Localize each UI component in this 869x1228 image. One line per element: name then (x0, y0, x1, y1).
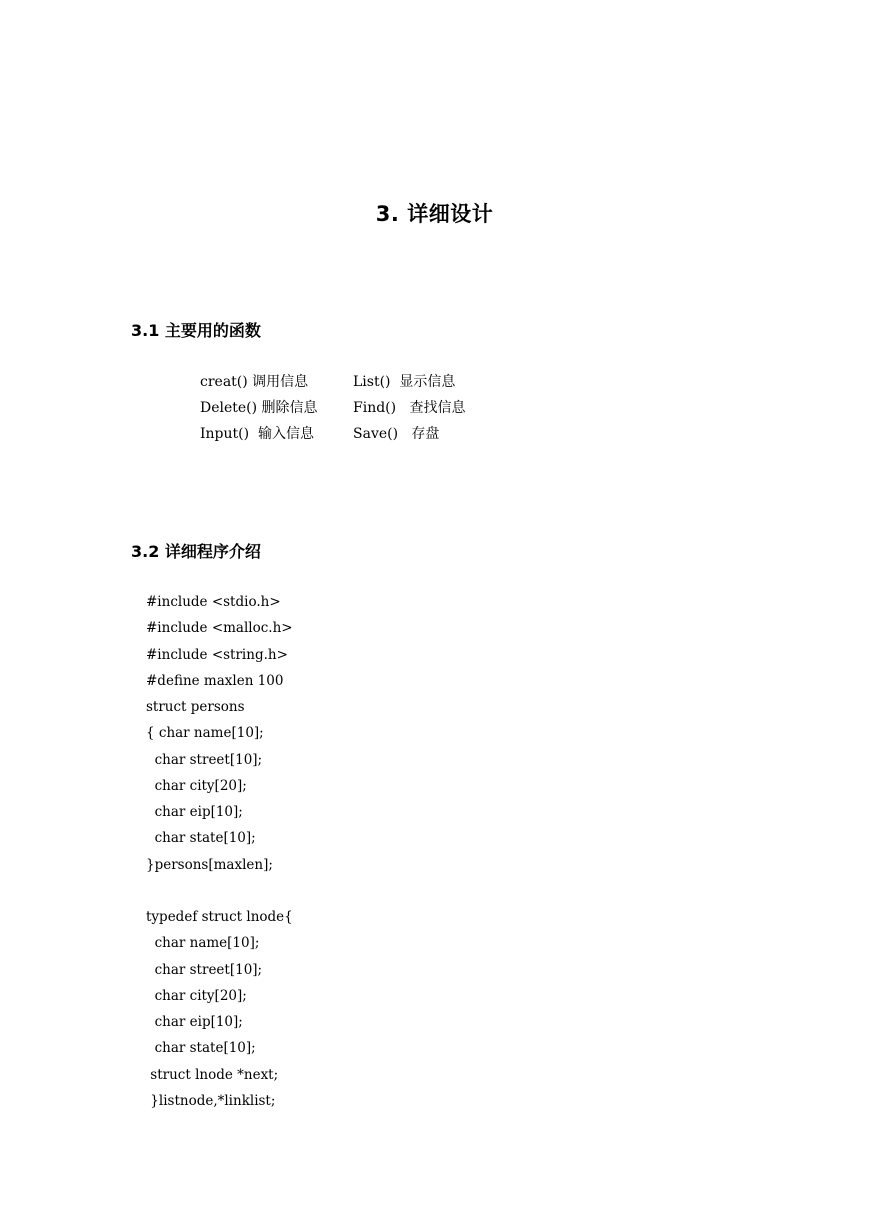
function-entry: Input() 输入信息 (200, 426, 314, 442)
code-line: typedef struct lnode{ (146, 909, 293, 925)
code-line: char eip[10]; (146, 804, 243, 820)
code-line: #include <stdio.h> (146, 594, 281, 610)
code-line: char street[10]; (146, 751, 263, 768)
page-title: 3. 详细设计 (375, 202, 494, 226)
code-line: }persons[maxlen]; (146, 856, 273, 873)
function-entry: Delete() 删除信息 (200, 400, 318, 416)
function-row (200, 424, 520, 450)
function-entry: Find() 查找信息 (353, 400, 466, 416)
code-line: char street[10]; (146, 961, 263, 978)
code-block (146, 592, 293, 1117)
function-list (200, 372, 520, 450)
function-entry: List() 显示信息 (353, 374, 456, 390)
function-row (200, 372, 520, 398)
code-line: #include <malloc.h> (146, 620, 293, 637)
code-line (146, 881, 293, 907)
function-entry: Save() 存盘 (353, 426, 440, 442)
section-heading-functions: 3.1 主要用的函数 (131, 321, 261, 340)
code-line: char city[20]; (146, 987, 247, 1004)
function-row (200, 398, 520, 424)
code-line: struct persons (146, 699, 245, 715)
code-line: char name[10]; (146, 935, 260, 952)
section-heading-program: 3.2 详细程序介绍 (131, 542, 261, 561)
code-line: #include <string.h> (146, 646, 288, 663)
code-line: #define maxlen 100 (146, 672, 284, 689)
code-line: char state[10]; (146, 830, 256, 847)
code-line: char eip[10]; (146, 1014, 243, 1030)
function-entry: creat() 调用信息 (200, 374, 309, 390)
code-line: struct lnode *next; (146, 1066, 279, 1083)
code-line: { char name[10]; (146, 725, 264, 742)
code-line: char city[20]; (146, 777, 247, 794)
code-line: }listnode,*linklist; (146, 1092, 276, 1109)
code-line: char state[10]; (146, 1040, 256, 1057)
